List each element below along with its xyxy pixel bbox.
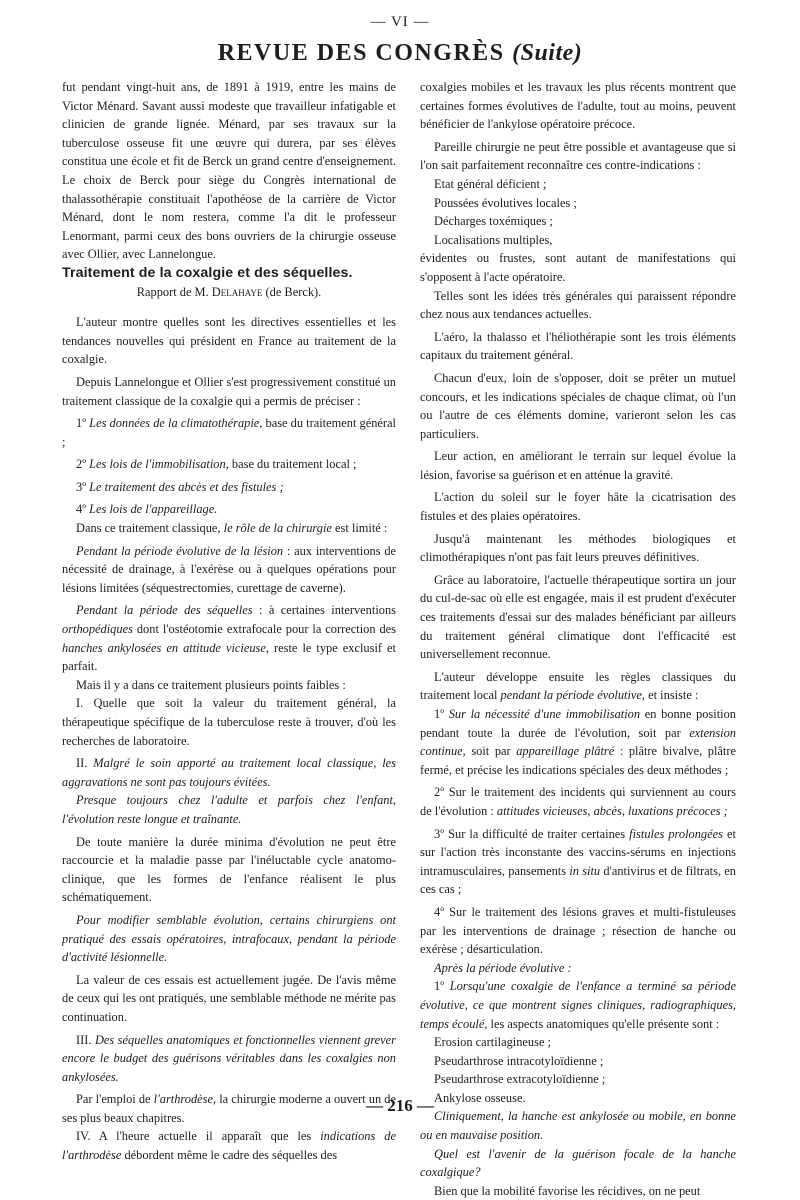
list-item: Pseudarthrose extracotyloïdienne ; [434,1072,606,1087]
paragraph: Bien que la mobilité favorise les récidives, on ne peut [434,1183,701,1198]
paragraph: Par l'emploi de l'arthrodèse, la chirurgie moderne a ouvert un de ses plus beaux chapitres. [62,1092,396,1125]
list-item: Poussées évolutives locales ; [434,195,577,210]
list-item: 4º Sur le traitement des lésions graves et multi-fistuleuses par les interventions de drainage ; résection de hanche ou exérèse ; désarticulation. [420,904,736,957]
list-item: 1º Sur la nécessité d'une immobilisation en bonne position pendant toute la durée de l'évolution, soit par extension continue, soit par appareillage plâtré : plâtre bivalve, plâtre fermé, et précise les indications spéciales des deux méthodes ; [420,707,736,777]
paragraph: L'action du soleil sur le foyer hâte la cicatrisation des fistules et des plaies opératoires. [420,490,736,524]
left-column [62,78,396,1165]
paragraph: fut pendant vingt-huit ans, de 1891 à 1919, entre les mains de Victor Ménard. Savant aussi modeste que travailleur infatigable et clinicien de grande lignée. Ménard, par ses travaux sur la tuberculose osseuse fit une œuvre qui durera, par ses élèves constitua une école et fit de Berck un grand centre d'enseignement. Le choix de Berck pour siège du Congrès international de thalassothérapie constituait l'apothéose de la carrière de Victor Ménard, dont le nom restera, comme l'a dit le professeur Lenormant, parmi ceux des bons ouvriers de la chirurgie osseuse avec Ollier, avec Lannelongue. [62,80,396,262]
paragraph: III. Des séquelles anatomiques et fonctionnelles viennent grever encore le budget des guérisons véritables dans les coxalgies non ankylosées. [62,1032,396,1084]
paragraph: Pendant la période évolutive de la lésion : aux interventions de nécessité de drainage, à l'exérèse ou à quelques opérations pour lésions limitées (séquestrectomies, curettage de caverne). [62,543,397,595]
report-suffix: (de Berck). [265,284,322,299]
paragraph: De toute manière la durée minima d'évolution ne peut être raccourcie et la maladie passe par l'inéluctable cycle anatomo-clinique, que les formes de l'enfance réalisent le plus schématiquement. [62,834,396,905]
paragraph: Pareille chirurgie ne peut être possible et avantageuse que si l'on sait parfaitement reconnaître ces contre-indications : [420,139,736,173]
paragraph: L'auteur développe ensuite les règles classiques du traitement local pendant la période évolutive, et insiste : [420,669,736,703]
paragraph: Depuis Lannelongue et Ollier s'est progressivement constitué un traitement classique de la coxalgie qui a permis de préciser : [62,374,396,408]
list-item: Localisations multiples, [434,232,553,247]
paragraph: Mais il y a dans ce traitement plusieurs points faibles : [76,677,346,692]
paragraph: Presque toujours chez l'adulte et parfois chez l'enfant, l'évolution reste longue et traînante. [62,793,396,826]
paragraph: Pendant la période des séquelles : à certaines interventions orthopédiques dont l'ostéotomie extrafocale pour la correction des hanches ankylosées en attitude vicieuse, reste le type exclusif et parfait. [62,603,396,674]
running-title [0,40,800,67]
paragraph: Telles sont les idées très générales qui paraissent répondre chez nous aux tendances actuelles. [420,288,736,322]
subheading: Après la période évolutive : [434,960,572,975]
list-item: Etat général déficient ; [434,176,547,191]
paragraph: Chacun d'eux, loin de s'opposer, doit se prêter un mutuel concours, et les indications spéciales de chaque climat, où l'un ou l'autre de ces éléments domine, varieront selon les cas particuliers. [420,370,736,441]
paragraph: Jusqu'à maintenant les méthodes biologiques et climothérapiques n'ont pas fait leurs preuves définitives. [420,531,736,565]
page-number: — 216 — [366,1096,434,1115]
paragraph: coxalgies mobiles et les travaux les plus récents montrent que certaines formes évolutives de l'adulte, tout au moins, peuvent bénéficier de l'ankylose opératoire précoce. [420,80,736,132]
list-item: Ankylose osseuse. [434,1090,526,1105]
report-prefix: Rapport de M. [136,284,209,299]
list-item: 3º Sur la difficulté de traiter certaines fistules prolongées et sur l'action très inconstante des vaccins-sérums en injections intramusculaires, pansements in situ d'antivirus et de filtrats, en ces cas ; [420,826,736,897]
paragraph: Leur action, en améliorant le terrain sur lequel évolue la lésion, favorise sa guérison et en atténue la gravité. [420,449,736,482]
paragraph: La valeur de ces essais est actuellement jugée. De l'avis même de ceux qui les ont pratiqués, une semblable méthode ne mérite pas continuation. [62,972,396,1024]
paragraph: Dans ce traitement classique, le rôle de la chirurgie est limité : [76,521,388,536]
paragraph: I. Quelle que soit la valeur du traitement général, la thérapeutique spécifique de la tuberculose reste à trouver, d'où les recherches de laboratoire. [62,696,396,748]
running-title-main: REVUE DES CONGRÈS [217,40,505,66]
list-item: 1º Lorsqu'une coxalgie de l'enfance a terminé sa période évolutive, ce que montrent signes cliniques, radiographiques, temps écoulé, les aspects anatomiques qu'elle présente sont : [420,979,736,1031]
paragraph: L'aéro, la thalasso et l'héliothérapie sont les trois éléments capitaux du traitement général. [420,329,736,363]
report-byline [62,283,396,302]
paragraph: II. Malgré le soin apporté au traitement local classique, les aggravations ne sont pas toujours évitées. [62,756,396,789]
paragraph: évidentes ou frustes, sont autant de manifestations qui s'opposent à l'acte opératoire. [420,251,736,284]
list-item: Décharges toxémiques ; [434,214,553,229]
paragraph: L'auteur montre quelles sont les directives essentielles et les tendances nouvelles qui président en France au traitement de la coxalgie. [62,315,396,367]
list-item: 3º Le traitement des abcès et des fistules ; [76,479,284,494]
list-item: 2º Les lois de l'immobilisation, base du traitement local ; [76,457,357,472]
roman-page-marker: — VI — [370,14,430,30]
paragraph: Cliniquement, la hanche est ankylosée ou mobile, en bonne ou en mauvaise position. [420,1109,736,1143]
report-author: Delahaye [211,284,263,299]
list-item: 1º Les données de la climatothérapie, base du traitement général ; [62,416,396,449]
paragraph: Quel est l'avenir de la guérison focale de la hanche coxalgique? [420,1146,736,1180]
list-item: Erosion cartilagineuse ; [434,1035,551,1050]
list-item: 4º Les lois de l'appareillage. [76,502,218,517]
paragraph: Grâce au laboratoire, l'actuelle thérapeutique sortira un jour du cul-de-sac où elle est engagée, mais il est prudent d'exécuter ces traitements d'essai sur des malades bénéficiant par ailleurs du traitement général climatique dont l'efficacité est universellement reconnue. [420,572,736,662]
running-title-suite: (Suite) [512,40,583,66]
right-column [420,78,736,1200]
list-item: 2º Sur le traitement des incidents qui surviennent au cours de l'évolution : attitudes vicieuses, abcès, luxations précoces ; [420,785,736,818]
paragraph: IV. A l'heure actuelle il apparaît que les indications de l'arthrodèse débordent même le cadre des séquelles des [62,1129,396,1163]
section-heading: Traitement de la coxalgie et des séquelles. [62,264,353,281]
list-item: Pseudarthrose intracotyloïdienne ; [434,1053,604,1068]
paragraph: Pour modifier semblable évolution, certains chirurgiens ont pratiqué des essais opératoires, intrafocaux, pendant la période d'activité lésionnelle. [62,912,396,965]
